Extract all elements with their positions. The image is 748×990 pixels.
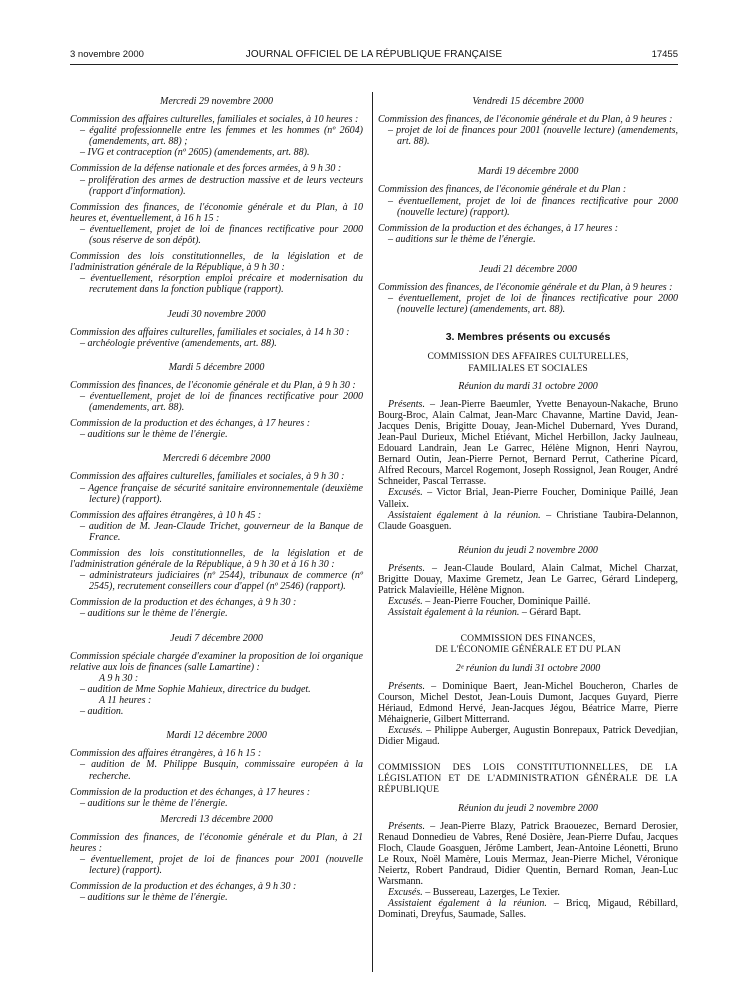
day-heading: Mercredi 13 décembre 2000	[160, 813, 273, 825]
agenda-entry	[378, 114, 678, 147]
session-time: A 9 h 30 :	[99, 672, 139, 684]
agenda-entry	[70, 471, 363, 504]
day-block	[70, 730, 363, 809]
entry-item: – IVG et contraception (nº 2605) (amendements, art. 88).	[80, 147, 310, 159]
agenda-entry	[70, 327, 363, 349]
committee-name: DE L'ÉCONOMIE GÉNÉRALE ET DU PLAN	[435, 645, 621, 656]
attendance-excused	[378, 725, 678, 747]
entry-title: Commission des affaires culturelles, familiales et sociales, à 10 heures :	[70, 114, 359, 126]
entry-title: Commission des finances, de l'économie générale et du Plan, à 9 heures :	[378, 114, 673, 126]
journal-title: JOURNAL OFFICIEL DE LA RÉPUBLIQUE FRANÇAISE	[245, 49, 503, 60]
excused-list: – Victor Brial, Jean-Pierre Foucher, Dominique Paillé, Jean Valleix.	[378, 487, 678, 510]
entry-item: – auditions sur le thème de l'énergie.	[388, 233, 536, 245]
entry-title: Commission de la production et des échanges, à 17 heures :	[70, 786, 311, 798]
committee-block	[378, 763, 678, 920]
excused-list: – Bussereau, Lazerges, Le Texier.	[422, 887, 560, 899]
present-label: Présents.	[388, 820, 425, 832]
also-list: – Gérard Bapt.	[519, 607, 582, 619]
agenda-entry	[70, 597, 363, 619]
day-heading: Mardi 19 décembre 2000	[477, 166, 579, 178]
column-divider	[372, 92, 373, 972]
excused-list: – Jean-Pierre Foucher, Dominique Paillé.	[422, 596, 591, 608]
agenda-entry	[70, 832, 363, 876]
entry-item: – audition de M. Philippe Busquin, commissaire européen à la recherche.	[80, 759, 363, 782]
committee-name: FAMILIALES ET SOCIALES	[468, 363, 588, 374]
entry-item: – audition de Mme Sophie Mahieux, directrice du budget.	[80, 683, 311, 695]
committee-name: COMMISSION DES FINANCES,	[460, 634, 596, 645]
entry-item: – éventuellement, projet de loi de finances rectificative pour 2000 (nouvelle lecture) (rapport).	[388, 195, 678, 218]
entry-item: – projet de loi de finances pour 2001 (nouvelle lecture) (amendements, art. 88).	[388, 125, 678, 148]
session-time: A 11 heures :	[99, 695, 152, 707]
attendance-present	[378, 563, 678, 596]
also-label: Assistait également à la réunion.	[388, 607, 520, 619]
header-date: 3 novembre 2000	[70, 49, 144, 60]
day-block	[378, 264, 678, 315]
left-column	[70, 96, 363, 908]
entry-item: – audition.	[80, 706, 124, 718]
entry-item: – auditions sur le thème de l'énergie.	[80, 892, 228, 904]
entry-item: – prolifération des armes de destruction massive et de leurs vecteurs (rapport d'information).	[80, 174, 363, 197]
also-label: Assistaient également à la réunion.	[388, 898, 547, 910]
day-heading: Vendredi 15 décembre 2000	[472, 96, 584, 107]
agenda-entry	[70, 380, 363, 413]
agenda-entry	[70, 651, 363, 718]
day-heading: Jeudi 21 décembre 2000	[479, 263, 577, 275]
present-list: – Jean-Claude Boulard, Alain Calmat, Michel Charzat, Brigitte Douay, Maxime Gremetz, Jean Le Garrec, Gérard Lindeperg, Patrick Malavieille, Hélène Mignon.	[378, 562, 678, 597]
day-heading: Jeudi 7 décembre 2000	[170, 632, 263, 644]
entry-item: – audition de M. Jean-Claude Trichet, gouverneur de la Banque de France.	[80, 520, 363, 543]
agenda-entry	[70, 881, 363, 903]
attendance-also	[378, 898, 678, 920]
agenda-entry	[70, 548, 363, 592]
entry-title: Commission des lois constitutionnelles, de la législation et de l'administration générale de la République, à 9 h 30 :	[70, 251, 363, 274]
day-heading: Mardi 12 décembre 2000	[166, 730, 267, 742]
entry-title: Commission des finances, de l'économie générale et du Plan :	[378, 184, 627, 196]
day-block	[70, 633, 363, 718]
entry-item: – éventuellement, projet de loi de finances rectificative pour 2000 (amendements, art. 88).	[80, 390, 363, 414]
meeting-heading: Réunion du mardi 31 octobre 2000	[458, 380, 598, 392]
agenda-entry	[70, 251, 363, 295]
attendance-also	[378, 607, 678, 618]
entry-title: Commission de la défense nationale et des forces armées, à 9 h 30 :	[70, 163, 342, 175]
entry-item: – Agence française de sécurité sanitaire environnementale (deuxième lecture) (rapport).	[80, 482, 363, 505]
header-rule	[70, 64, 678, 65]
committee-name: COMMISSION DES AFFAIRES CULTURELLES,	[427, 352, 629, 363]
entry-item: – auditions sur le thème de l'énergie.	[80, 608, 228, 620]
day-block	[70, 362, 363, 441]
entry-title: Commission des finances, de l'économie générale et du Plan, à 9 h 30 :	[70, 379, 356, 391]
day-block	[70, 453, 363, 619]
day-heading: Jeudi 30 novembre 2000	[167, 308, 266, 320]
entry-title: Commission des lois constitutionnelles, de la législation et de l'administration générale de la République, à 9 h 30 et à 16 h 30 :	[70, 548, 363, 571]
entry-item: – égalité professionnelle entre les femmes et les hommes (nº 2604) (amendements, art. 88) ;	[80, 125, 363, 148]
day-block	[70, 96, 363, 296]
agenda-entry	[378, 223, 678, 245]
meeting-heading: 2ᵉ réunion du lundi 31 octobre 2000	[455, 662, 601, 674]
entry-title: Commission des finances, de l'économie générale et du Plan, à 9 heures :	[378, 282, 673, 294]
attendance-present	[378, 399, 678, 488]
excused-label: Excusés.	[388, 725, 423, 737]
meeting-heading: Réunion du jeudi 2 novembre 2000	[458, 802, 598, 814]
entry-title: Commission des finances, de l'économie générale et du Plan, à 10 heures et, éventuellement, à 16 h 15 :	[70, 201, 363, 224]
also-label: Assistaient également à la réunion.	[388, 509, 541, 521]
right-column	[378, 96, 678, 920]
entry-item: – éventuellement, projet de loi de finances rectificative pour 2000 (nouvelle lecture) (amendements, art. 88).	[388, 293, 678, 316]
also-list: – Christiane Taubira-Delannon, Claude Goasguen.	[378, 509, 678, 532]
present-list: – Jean-Pierre Baeumler, Yvette Benayoun-Nakache, Bruno Bourg-Broc, Alain Calmat, Jean-Marc Chavanne, Martine David, Jean-Jacques Denis, Brigitte Douay, Jean-Michel Dubernard, Yves Durand, Jean-Paul Durieux, Michel Etiévant, Michel Herbillon, Jacky Jaulneau, Edouard Landrain, Jean Le Garrec, Hélène Mignon, Henri Nayrou, Bernard Outin, Jean-Pierre Pernot, Bernard Perrut, Catherine Picard, Alfred Recours, Marcel Rogemont, Joseph Rossignol, Jean Rouger, André Schneider, Pascal Terrasse.	[378, 398, 678, 488]
committee-block	[378, 634, 678, 747]
excused-label: Excusés.	[388, 887, 423, 899]
committee-name: COMMISSION DES LOIS CONSTITUTIONNELLES, DE LA LÉGISLATION ET DE L'ADMINISTRATION GÉNÉRALE DE LA RÉPUBLIQUE	[378, 763, 678, 796]
day-block	[70, 309, 363, 349]
day-heading: Mardi 5 décembre 2000	[168, 361, 265, 373]
attendance-present	[378, 681, 678, 725]
attendance-present	[378, 821, 678, 888]
excused-label: Excusés.	[388, 487, 423, 499]
committee-block	[378, 352, 678, 618]
agenda-entry	[70, 787, 363, 809]
entry-item: – éventuellement, projet de loi de finances pour 2001 (nouvelle lecture) (rapport).	[80, 854, 363, 877]
entry-title: Commission de la production et des échanges, à 9 h 30 :	[70, 597, 297, 609]
excused-list: – Philippe Auberger, Augustin Bonrepaux, Patrick Devedjian, Didier Migaud.	[378, 725, 678, 748]
entry-title: Commission des affaires culturelles, familiales et sociales, à 14 h 30 :	[70, 326, 350, 338]
attendance-excused	[378, 596, 678, 607]
entry-title: Commission de la production et des échanges, à 9 h 30 :	[70, 881, 297, 893]
day-block	[70, 814, 363, 904]
entry-item: – archéologie préventive (amendements, art. 88).	[80, 337, 277, 349]
present-list: – Dominique Baert, Jean-Michel Boucheron, Charles de Courson, Michel Destot, Jean-Louis Dumont, Jacques Guyard, Pierre Hériaud, Edmond Hervé, Jean-Jacques Jégou, Béatrice Marre, Pierre Méhaignerie, Gilbert Mitterrand.	[378, 680, 678, 725]
agenda-entry	[378, 184, 678, 217]
entry-title: Commission des finances, de l'économie générale et du Plan, à 21 heures :	[70, 831, 363, 854]
entry-item: – administrateurs judiciaires (nº 2544), tribunaux de commerce (nº 2545), recrutement conseillers cour d'appel (nº 2546) (rapport).	[80, 570, 363, 593]
entry-item: – éventuellement, résorption emploi précaire et modernisation du recrutement dans la fonction publique (rapport).	[80, 273, 363, 296]
entry-title: Commission des affaires étrangères, à 10 h 45 :	[70, 509, 262, 521]
entry-item: – éventuellement, projet de loi de finances rectificative pour 2000 (sous réserve de son dépôt).	[80, 223, 363, 247]
present-list: – Jean-Pierre Blazy, Patrick Braouezec, Bernard Derosier, Renaud Donnedieu de Vabres, René Dosière, Jean-Pierre Dufau, Jacques Floch, Claude Goasguen, Jérôme Lambert, Jean-Antoine Léonetti, Bruno Le Roux, Noël Mamère, Louis Mermaz, Jean-Pierre Michel, Véronique Neiertz, Robert Pandraud, Didier Quentin, Bernard Roman, Jean-Luc Warsmann.	[378, 820, 678, 888]
meeting-heading: Réunion du jeudi 2 novembre 2000	[458, 544, 598, 556]
entry-title: Commission des affaires culturelles, familiales et sociales, à 9 h 30 :	[70, 471, 345, 483]
entry-title: Commission spéciale chargée d'examiner la proposition de loi organique relative aux lois de finances (salle Lamartine) :	[70, 650, 363, 673]
section-heading: 3. Membres présents ou excusés	[445, 331, 611, 344]
agenda-entry	[70, 510, 363, 543]
agenda-entry	[70, 163, 363, 196]
day-heading: Mercredi 29 novembre 2000	[159, 96, 274, 107]
agenda-entry	[70, 418, 363, 440]
agenda-entry	[70, 114, 363, 158]
day-block	[378, 96, 678, 147]
also-list: – Bricq, Migaud, Rébillard, Dominati, Dreyfus, Saumade, Salles.	[378, 898, 678, 921]
entry-title: Commission de la production et des échanges, à 17 heures :	[378, 222, 619, 234]
present-label: Présents.	[388, 680, 425, 692]
entry-title: Commission des affaires étrangères, à 16 h 15 :	[70, 748, 262, 760]
agenda-entry	[378, 282, 678, 315]
page-header	[70, 49, 678, 63]
day-heading: Mercredi 6 décembre 2000	[162, 453, 271, 465]
page-number: 17455	[651, 49, 678, 60]
entry-item: – auditions sur le thème de l'énergie.	[80, 429, 228, 441]
agenda-entry	[70, 748, 363, 781]
attendance-excused	[378, 487, 678, 509]
attendance-also	[378, 510, 678, 532]
agenda-entry	[70, 202, 363, 246]
attendance-excused	[378, 887, 678, 898]
entry-item: – auditions sur le thème de l'énergie.	[80, 797, 228, 809]
present-label: Présents.	[388, 562, 425, 574]
entry-title: Commission de la production et des échanges, à 17 heures :	[70, 418, 311, 430]
excused-label: Excusés.	[388, 596, 423, 608]
present-label: Présents.	[388, 398, 425, 410]
day-block	[378, 166, 678, 245]
